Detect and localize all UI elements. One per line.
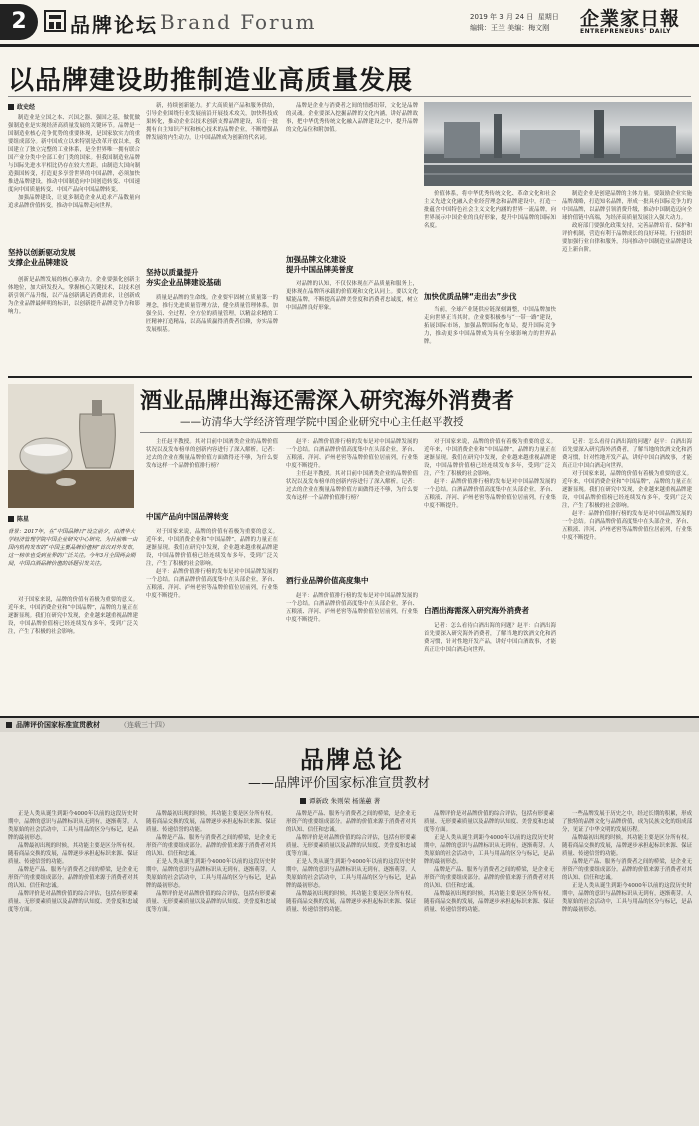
article2-col2: 主任赵平教授。其对目前中国酒类企业的品牌价值状况以及发布榜单的创新内容进行了深入解析。记者：过去的企业在衡量品牌价值方面做得还不够，为什么要发布这样一个品牌价值排行榜？ xyxy=(146,439,278,469)
article1-rule xyxy=(8,96,691,97)
article1-byline: 政史经 xyxy=(8,102,35,111)
editor-credit: 编辑：王兰 美编：梅文刚 xyxy=(470,24,550,32)
article1-bottom-rule xyxy=(8,376,692,378)
article2-col5: 记者：怎么看待白酒出海的问题？赵平：白酒出海首先要深入研究海外消费者，了解当地的饮酒文化和消费习惯，针对性地开发产品，讲好中国白酒故事，才能真正让中国白酒走向世界。 对于国家来说，品牌的价值有着极为重要的意义。近年来，中国消费企业和“中国品牌”，品牌的力量正在逐渐显现。我们在研究中发现，企业越来越重视品牌建设，中国品牌价值榜已经连续发布多年，受到广泛关注，产生了积极的社会影响。 赵平：品牌价值排行榜的发布是对中国品牌发展的一个总结。白酒品牌价值高度集中在头部企业，茅台、五粮液、洋河、泸州老窖等品牌价值位居前列，行业集中度不断提升。 xyxy=(562,439,692,541)
series-bar-installment: （连载三十四） xyxy=(120,721,169,729)
section-title-en: Brand Forum xyxy=(160,10,317,34)
factory-photo xyxy=(424,102,692,186)
article2-col1: 对于国家来说，品牌的价值有着极为重要的意义。近年来，中国消费企业和“中国品牌”，品牌的力量正在逐渐显现。我们在研究中发现，企业越来越重视品牌建设，中国品牌价值榜已经连续发布多年，受到广泛关注，产生了积极的社会影响。 xyxy=(8,597,138,635)
masthead-en: ENTREPRENEURS' DAILY xyxy=(580,28,671,35)
article2-col3b: 赵平：品牌价值排行榜的发布是对中国品牌发展的一个总结。白酒品牌价值高度集中在头部企业，茅台、五粮液、洋河、泸州老窖等品牌价值位居前列，行业集中度不断提升。 xyxy=(286,593,418,623)
article3-col3: 品牌是产品、服务与消费者之间的桥梁，是企业无形资产的重要组成部分。品牌的价值来源于消费者对其的认知、信任和忠诚。 品牌评价是对品牌价值的综合评估，包括有形要素质量、无形要素质量以及品牌的认知度、美誉度和忠诚度等方面。 正是人类从诞生到距今4000年以前的这段历史时期中，品牌的意识与品牌标识从无到有，逐渐萌芽。人类原始的社会活动中，工具与用品的区分与标记，是品牌的最初形态。 品牌最初出现的时候，其功能主要是区分所有权。随着商品交换的发展，品牌逐步承担起标识来源、保证质量、传递信誉的功能。 xyxy=(286,811,416,913)
article1-col2b: 质量是品牌的生命线。企业要牢固树立质量第一的理念，推行先进质量管理方法，健全质量管理体系，加强全员、全过程、全方位的质量管理，以精益求精的工匠精神打造精品，以高品质赢得消费者信赖，夯实品牌发展根基。 xyxy=(146,295,278,333)
series-bar-square-icon xyxy=(6,722,12,728)
masthead-cn: 企業家日報 xyxy=(580,8,681,30)
article1-title: 以品牌建设助推制造业高质量发展 xyxy=(8,66,414,96)
article2-lead: 背景：2017年，在“中国品牌日”设立前夕，由清华大学经济管理学院中国企业研究中心研究、为目前唯一由国内机构发布的“中国主要品牌价值榜”首次对外发布，这一榜单也受到业界的广泛关注。今年3月全国两会期间，中国白酒品牌价值的话题引发关注。 xyxy=(8,529,138,567)
article2-subhead1: 中国产品向中国品牌转变 xyxy=(146,512,229,521)
page-number-badge: 2 xyxy=(0,4,38,40)
article2-col2b: 对于国家来说，品牌的价值有着极为重要的意义。近年来，中国消费企业和“中国品牌”，品牌的力量正在逐渐显现。我们在研究中发现，企业越来越重视品牌建设，中国品牌价值榜已经连续发布多年，受到广泛关注，产生了积极的社会影响。 赵平：品牌价值排行榜的发布是对中国品牌发展的一个总结。白酒品牌价值高度集中在头部企业，茅台、五粮液、洋河、泸州老窖等品牌价值位居前列，行业集中度不断提升。 xyxy=(146,529,278,599)
article1-col1b: 创新是品牌发展的核心驱动力。企业要强化创新主体地位，加大研发投入，掌握核心关键技术，以技术创新引领产品升级，以产品创新满足消费需求，让创新成为企业品牌最鲜明的标识，以创新提升品牌竞争力和影响力。 xyxy=(8,277,140,315)
article3-col4: 品牌评价是对品牌价值的综合评估，包括有形要素质量、无形要素质量以及品牌的认知度、美誉度和忠诚度等方面。 正是人类从诞生到距今4000年以前的这段历史时期中，品牌的意识与品牌标识从无到有，逐渐萌芽。人类原始的社会活动中，工具与用品的区分与标记，是品牌的最初形态。 品牌是产品、服务与消费者之间的桥梁，是企业无形资产的重要组成部分。品牌的价值来源于消费者对其的认知、信任和忠诚。 品牌最初出现的时候，其功能主要是区分所有权。随着商品交换的发展，品牌逐步承担起标识来源、保证质量、传递信誉的功能。 xyxy=(424,811,554,913)
article3-authors: 谭新政 朱则荣 杨谨蕙 著 xyxy=(300,796,380,805)
article2-byline: 陈星 xyxy=(8,514,29,523)
section-logo-icon xyxy=(44,10,66,32)
article1-col4: 价值体系，将中华优秀传统文化、革命文化和社会主义先进文化融入企业经营理念和品牌建设中，打造一批蕴含中国特色社会主义文化内涵的世界一流品牌，向世界展示中国企业的良好形象，提升中国品牌的国际知名度。 xyxy=(424,191,556,229)
article2-title-rule xyxy=(140,432,692,433)
article3-title: 品牌总论 xyxy=(300,745,404,774)
series-bar-label: 品牌评价国家标准宣贯教材 xyxy=(16,721,100,729)
article2-title: 酒业品牌出海还需深入研究海外消费者 xyxy=(140,388,515,414)
article3-col5: 一些品牌发展于历史之中，经过长期的积累，形成了独特的品牌文化与品牌价值，成为民族文化的组成部分，见证了中华文明的发展历程。 品牌最初出现的时候，其功能主要是区分所有权。随着商品交换的发展，品牌逐步承担起标识来源、保证质量、传递信誉的功能。 品牌是产品、服务与消费者之间的桥梁，是企业无形资产的重要组成部分。品牌的价值来源于消费者对其的认知、信任和忠诚。 正是人类从诞生到距今4000年以前的这段历史时期中，品牌的意识与品牌标识从无到有，逐渐萌芽。人类原始的社会活动中，工具与用品的区分与标记，是品牌的最初形态。 xyxy=(562,811,692,913)
article1-col5: 制造企业是创建品牌的主体力量。要鼓励企业实施品牌战略，打造知名品牌，形成一批具有国际竞争力的中国品牌，以品牌引领消费升级，推动中国制造迈向全球价值链中高端，为经济高质量发展注入强大动力。 政府部门要强化政策支持，完善品牌培育、保护和评价机制，营造有利于品牌成长的良好环境。行业组织要加强行业自律和服务，共同推动中国制造业品牌建设迈上新台阶。 xyxy=(562,191,692,253)
header-rule xyxy=(0,44,699,47)
article2-subtitle: ——访清华大学经济管理学院中国企业研究中心主任赵平教授 xyxy=(180,416,464,428)
article1-col2: 新，持续创新能力。扩大高质量产品和服务供给，引导企业围绕行业发展前沿开展技术攻关，加快科技成果转化，推动企业以技术创新支撑品牌建设，培育一批拥有自主知识产权和核心技术的品牌企业，不断增强品牌发展的内生动力，让中国品牌成为创新的代名词。 xyxy=(146,103,278,141)
article1-col1: 制造业是立国之本、兴国之器、强国之基，做优做强制造业是实现经济高质量发展的关键环节。品牌是一国制造业核心竞争优势的重要体现，是国家软实力的重要组成部分。新中国成立以来特别是改革开放以来，我国建立了独立完整的工业体系，是全世界唯一拥有联合国产业分类中全部工业门类的国家。但我国制造业品牌与国际先进水平相比仍存在较大差距，由制造大国向制造强国转变，打造更多享誉世界的中国品牌，必须加快推进品牌建设，推动中国制造向中国创造转变、中国速度向中国质量转变、中国产品向中国品牌转变。 加强品牌建设，让更多制造企业从追求产品数量向追求品牌价值转变，推动中国品牌走向世界。 xyxy=(8,115,140,209)
section-title-cn: 品牌论坛 xyxy=(70,13,158,37)
article1-col3b: 对品牌的认知，不仅仅体现在产品质量和服务上，更体现在品牌所承载的价值观和文化认同上。要以文化赋能品牌，不断提高品牌美誉度和消费者忠诚度，树立中国品牌良好形象。 xyxy=(286,281,418,311)
authors-square-icon xyxy=(300,798,306,804)
article2-col4: 对于国家来说，品牌的价值有着极为重要的意义。近年来，中国消费企业和“中国品牌”，品牌的力量正在逐渐显现。我们在研究中发现，企业越来越重视品牌建设，中国品牌价值榜已经连续发布多年，受到广泛关注，产生了积极的社会影响。 赵平：品牌价值排行榜的发布是对中国品牌发展的一个总结。白酒品牌价值高度集中在头部企业，茅台、五粮液、洋河、泸州老窖等品牌价值位居前列，行业集中度不断提升。 xyxy=(424,439,556,509)
article2-col4b: 记者：怎么看待白酒出海的问题？赵平：白酒出海首先要深入研究海外消费者，了解当地的饮酒文化和消费习惯，针对性地开发产品，讲好中国白酒故事，才能真正让中国白酒走向世界。 xyxy=(424,623,556,653)
article3-col1: 正是人类从诞生到距今4000年以前的这段历史时期中，品牌的意识与品牌标识从无到有，逐渐萌芽。人类原始的社会活动中，工具与用品的区分与标记，是品牌的最初形态。 品牌最初出现的时候，其功能主要是区分所有权。随着商品交换的发展，品牌逐步承担起标识来源、保证质量、传递信誉的功能。 品牌是产品、服务与消费者之间的桥梁，是企业无形资产的重要组成部分。品牌的价值来源于消费者对其的认知、信任和忠诚。 品牌评价是对品牌价值的综合评估，包括有形要素质量、无形要素质量以及品牌的认知度、美誉度和忠诚度等方面。 xyxy=(8,811,138,913)
article3-col2: 品牌最初出现的时候，其功能主要是区分所有权。随着商品交换的发展，品牌逐步承担起标识来源、保证质量、传递信誉的功能。 品牌是产品、服务与消费者之间的桥梁，是企业无形资产的重要组成部分。品牌的价值来源于消费者对其的认知、信任和忠诚。 正是人类从诞生到距今4000年以前的这段历史时期中，品牌的意识与品牌标识从无到有，逐渐萌芽。人类原始的社会活动中，工具与用品的区分与标记，是品牌的最初形态。 品牌评价是对品牌价值的综合评估，包括有形要素质量、无形要素质量以及品牌的认知度、美誉度和忠诚度等方面。 xyxy=(146,811,276,913)
article2-subhead2: 酒行业品牌价值高度集中 xyxy=(286,576,369,585)
article2-subhead3: 白酒出海需深入研究海外消费者 xyxy=(424,606,529,615)
liquor-photo xyxy=(8,384,134,508)
header-bar xyxy=(0,0,699,44)
article1-subhead2: 坚持以质量提升 夯实企业品牌建设基础 xyxy=(146,268,221,287)
series-section-bar xyxy=(0,716,699,733)
article2-col3: 赵平：品牌价值排行榜的发布是对中国品牌发展的一个总结。白酒品牌价值高度集中在头部企业，茅台、五粮液、洋河、泸州老窖等品牌价值位居前列，行业集中度不断提升。 主任赵平教授。其对目前中国酒类企业的品牌价值状况以及发布榜单的创新内容进行了深入解析。记者：过去的企业在衡量品牌价值方面做得还不够，为什么要发布这样一个品牌价值排行榜？ xyxy=(286,439,418,501)
article1-subhead4: 加快优质品牌“走出去”步伐 xyxy=(424,292,517,301)
article1-col4b: 当前，全球产业链供应链深刻调整，中国品牌加快走向世界正当其时。企业要积极参与“一带一路”建设，拓展国际市场，加强品牌国际化布局，提升国际竞争力，推动更多中国品牌成为具有全球影响力的世界品牌。 xyxy=(424,307,556,345)
article1-subhead3: 加强品牌文化建设 提升中国品牌美誉度 xyxy=(286,255,354,274)
article1-subhead1: 坚持以创新驱动发展 支撑企业品牌建设 xyxy=(8,248,76,267)
article1-col3: 品牌是企业与消费者之间的情感纽带，文化是品牌的灵魂。企业要深入挖掘品牌的文化内涵，讲好品牌故事，把中华优秀传统文化融入品牌建设之中，提升品牌的文化品位和附加值。 xyxy=(286,103,418,133)
issue-date: 2019 年 3 月 24 日 星期日 xyxy=(470,13,559,21)
article3-subtitle: ——品牌评价国家标准宣贯教材 xyxy=(248,776,431,791)
